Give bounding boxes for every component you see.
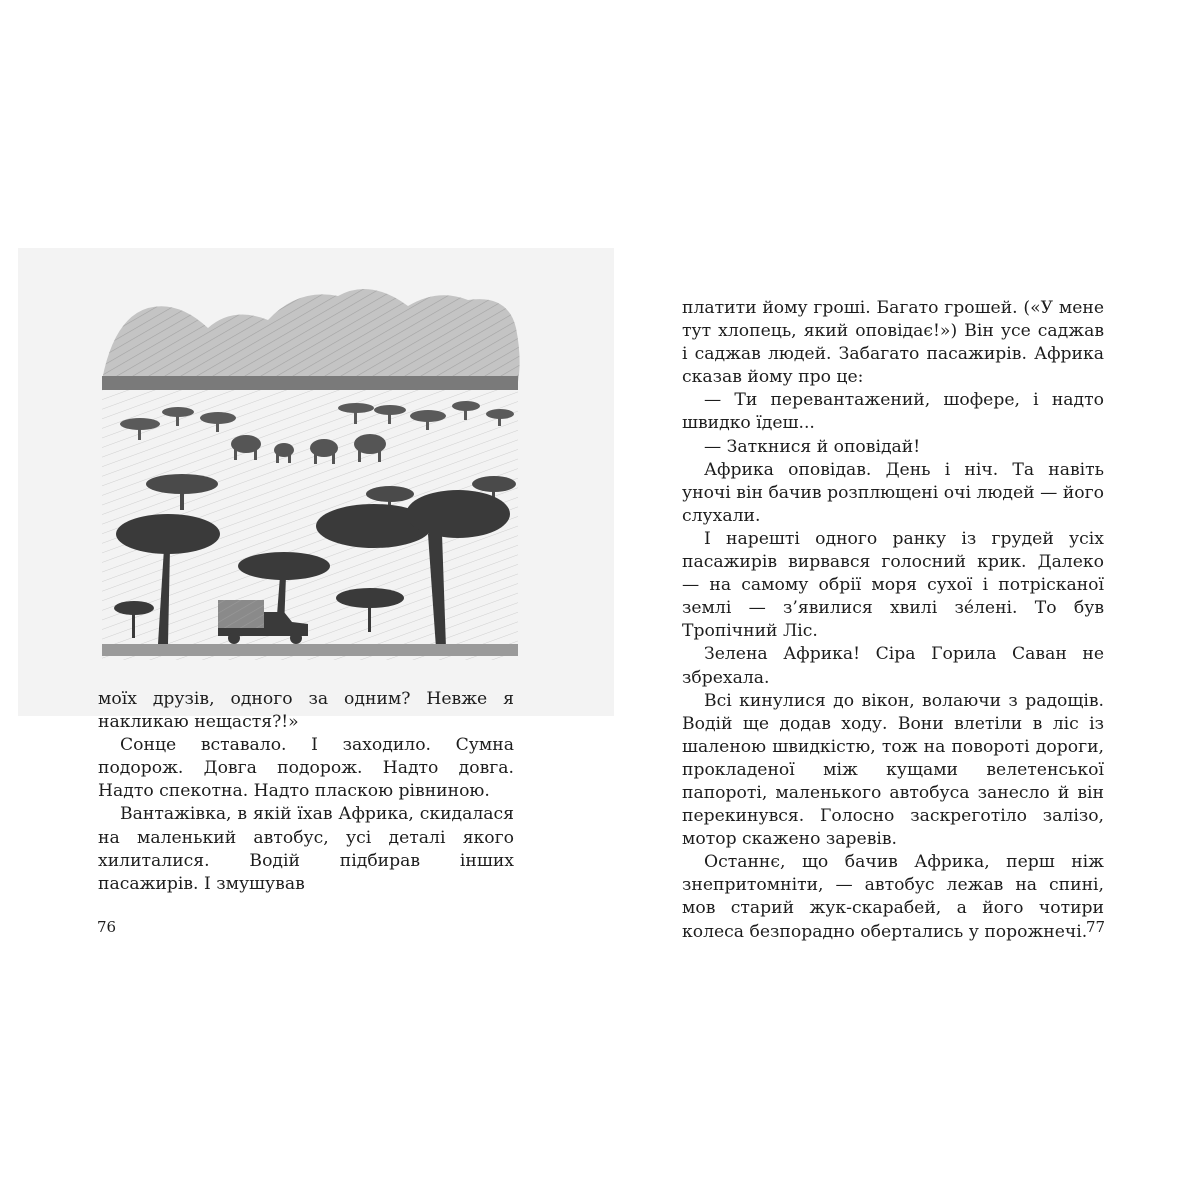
savanna-drawing — [18, 248, 614, 716]
paragraph: Вантажівка, в якій їхав Африка, скидалася на маленький автобус, усі деталі якого хилиталися. Водій підбирав інших пасажирів. І змушував — [98, 804, 514, 894]
left-page-text — [98, 688, 514, 896]
paragraph: Всі кинулися до вікон, волаючи з радощів. Водій ще додав ходу. Вони влетіли в ліс із шаленою швидкістю, тож на повороті дороги, прокладеної між кущами велетенської папороті, маленького автобуса занесло й він перекинувся. Голосно заскреготіло залізо, мотор скажено заревів. — [682, 690, 1104, 850]
paragraph: Останнє, що бачив Африка, перш ніж знепритомніти, — автобус лежав на спині, мов старий жук-скарабей, а його чотири колеса безпорадно обертались у порожнечі. — [682, 852, 1104, 942]
paragraph: — Ти перевантажений, шофере, і надто швидко їдеш... — [682, 390, 1104, 434]
paragraph: І нарешті одного ранку із грудей усіх пасажирів вирвався голосний крик. Далеко — на самому обрії моря сухої і потрісканої землі — з’явилися хвилі зе́лені. То був Тропічний Ліс. — [682, 528, 1104, 642]
page-number-right: 77 — [1086, 918, 1106, 936]
paragraph: Сонце вставало. І заходило. Сумна подорож. Довга подорож. Надто довга. Надто спекотна. Надто пласкою рівниною. — [98, 735, 514, 802]
savanna-illustration — [18, 248, 614, 716]
paragraph: — Заткнися й оповідай! — [704, 436, 921, 457]
paragraph: Африка оповідав. День і ніч. Та навіть уночі він бачив розплющені очі людей — його слухали. — [682, 459, 1104, 526]
paragraph: платити йому гроші. Багато грошей. («У мене тут хлопець, який оповідає!») Він усе саджав і саджав людей. Забагато пасажирів. Африка сказав йому про це: — [682, 298, 1104, 388]
paragraph: моїх друзів, одного за одним? Невже я накликаю нещастя?!» — [98, 689, 514, 733]
paragraph: Зелена Африка! Сіра Горила Саван не збрехала. — [682, 644, 1104, 688]
right-page-text — [682, 297, 1104, 944]
page-number-left: 76 — [97, 918, 117, 936]
